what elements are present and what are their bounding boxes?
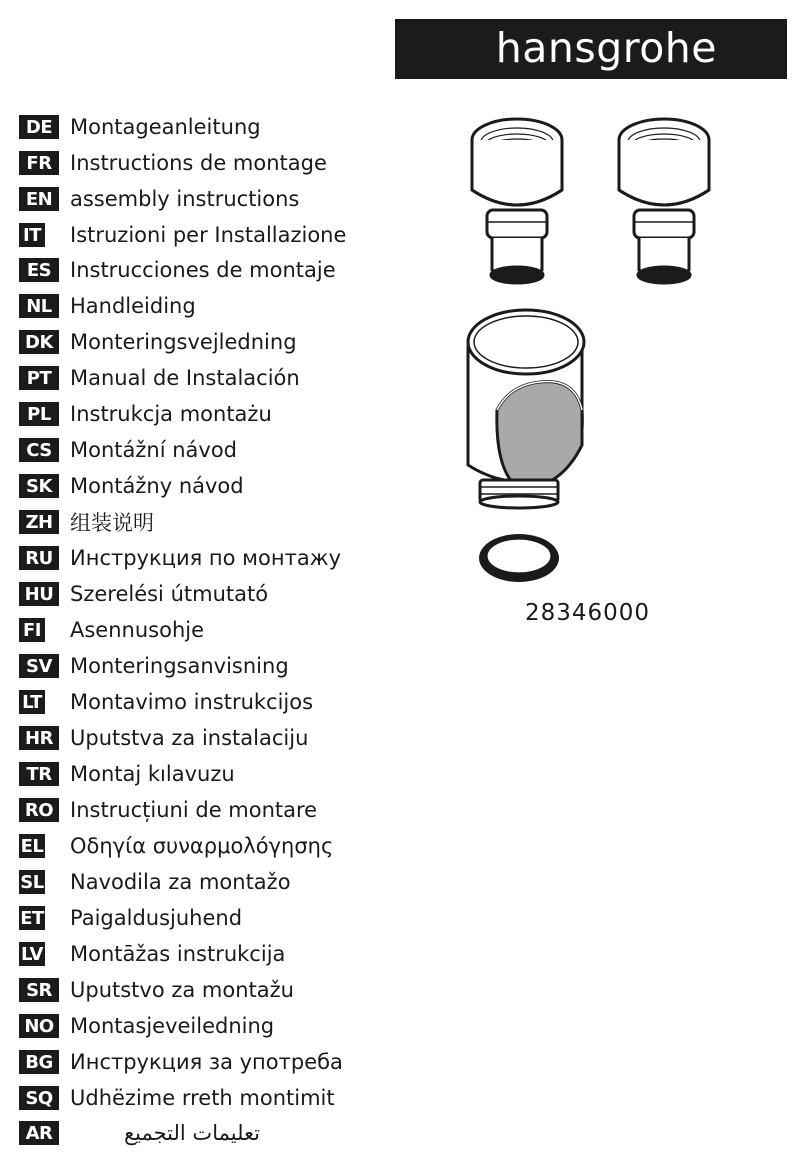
language-code-badge: ZH — [19, 510, 59, 534]
language-title: Инструкция по монтажу — [70, 546, 342, 570]
language-code-badge: DE — [19, 115, 59, 139]
brand-logo: hansgrohe — [495, 24, 717, 72]
language-code-badge: RO — [19, 798, 59, 822]
language-title: Manual de Instalación — [70, 366, 300, 390]
language-code-badge: RU — [19, 546, 59, 570]
language-code-badge: LV — [19, 942, 45, 966]
language-title: Montāžas instrukcija — [70, 942, 286, 966]
language-item — [19, 796, 318, 824]
language-item — [19, 580, 269, 608]
language-title: Instrukcja montażu — [70, 402, 272, 426]
language-code-badge: SR — [19, 978, 59, 1002]
language-title: تعليمات التجميع — [123, 1121, 260, 1145]
language-code-badge: SL — [20, 871, 44, 893]
language-code-badge: ET — [20, 907, 44, 929]
language-code-badge: CS — [19, 438, 59, 462]
language-title: Navodila za montažo — [70, 870, 291, 894]
language-code-badge: DK — [19, 330, 59, 354]
language-title: Asennusohje — [70, 618, 205, 642]
adapter-parts-drawing — [440, 110, 760, 590]
language-title: Οδηγία συναρμολόγησης — [70, 834, 334, 858]
body-cutaway-icon — [468, 310, 584, 508]
language-item — [19, 472, 244, 500]
language-title: Uputstvo za montažu — [70, 978, 294, 1002]
language-item — [19, 652, 289, 680]
right-adapter-icon — [619, 119, 709, 283]
language-title: Montasjeveiledning — [70, 1014, 275, 1038]
language-title: Montaj kılavuzu — [70, 762, 235, 786]
language-item — [19, 436, 238, 464]
language-title: assembly instructions — [70, 187, 300, 211]
language-title: 组装说明 — [70, 511, 154, 535]
language-item — [19, 832, 334, 860]
language-item — [19, 400, 272, 428]
language-title: Handleiding — [70, 294, 196, 318]
language-code-badge: PL — [19, 402, 59, 426]
language-title: Uputstva za instalaciju — [70, 726, 309, 750]
brand-logo-bar — [395, 19, 787, 79]
language-item — [19, 149, 327, 177]
language-item — [19, 221, 347, 249]
language-item — [19, 868, 291, 896]
language-code-badge: LT — [19, 690, 45, 714]
language-title: Montageanleitung — [70, 115, 261, 139]
language-item — [19, 544, 342, 572]
language-code-badge: HU — [19, 582, 59, 606]
language-item — [19, 976, 294, 1004]
language-item — [19, 256, 336, 284]
language-code-badge: SQ — [19, 1086, 59, 1110]
language-item — [19, 1084, 335, 1112]
language-item — [19, 904, 243, 932]
language-title: Udhëzime rreth montimit — [70, 1086, 335, 1110]
language-title: Инструкция за употреба — [70, 1050, 343, 1074]
left-adapter-icon — [472, 119, 562, 283]
language-title: Monteringsanvisning — [70, 654, 289, 678]
language-code-badge: TR — [19, 762, 59, 786]
language-item — [19, 724, 309, 752]
language-code-badge: ES — [19, 258, 59, 282]
language-title: Montavimo instrukcijos — [70, 690, 314, 714]
seal-ring-icon — [479, 534, 559, 582]
language-code-badge: EN — [19, 187, 59, 211]
part-number: 28346000 — [525, 600, 651, 626]
language-code-badge: PT — [19, 366, 59, 390]
language-title: Instrucciones de montaje — [70, 258, 336, 282]
language-code-badge: FI — [19, 618, 45, 642]
language-item — [19, 1048, 343, 1076]
language-item — [19, 508, 154, 536]
language-item — [19, 616, 205, 644]
language-title: Szerelési útmutató — [70, 582, 269, 606]
language-code-badge: NO — [19, 1014, 59, 1038]
language-code-badge: SK — [19, 474, 59, 498]
language-title: Instrucțiuni de montare — [70, 798, 318, 822]
language-title: Montážny návod — [70, 474, 244, 498]
language-title: Monteringsvejledning — [70, 330, 297, 354]
language-item — [19, 1119, 260, 1147]
language-item — [19, 328, 297, 356]
language-code-badge: EL — [20, 835, 44, 857]
language-code-badge: FR — [19, 151, 59, 175]
language-code-badge: AR — [19, 1121, 59, 1145]
language-code-badge: IT — [19, 223, 45, 247]
language-code-badge: NL — [19, 294, 59, 318]
language-item — [19, 185, 300, 213]
language-title: Paigaldusjuhend — [70, 906, 243, 930]
language-title: Instructions de montage — [70, 151, 327, 175]
language-code-badge: SV — [19, 654, 59, 678]
language-item — [19, 1012, 275, 1040]
language-item — [19, 688, 314, 716]
language-item — [19, 940, 286, 968]
language-item — [19, 292, 196, 320]
language-title: Istruzioni per Installazione — [70, 223, 347, 247]
language-code-badge: BG — [19, 1050, 59, 1074]
language-code-badge: HR — [19, 726, 59, 750]
language-item — [19, 760, 235, 788]
language-item — [19, 113, 261, 141]
language-title: Montážní návod — [70, 438, 238, 462]
language-item — [19, 364, 300, 392]
